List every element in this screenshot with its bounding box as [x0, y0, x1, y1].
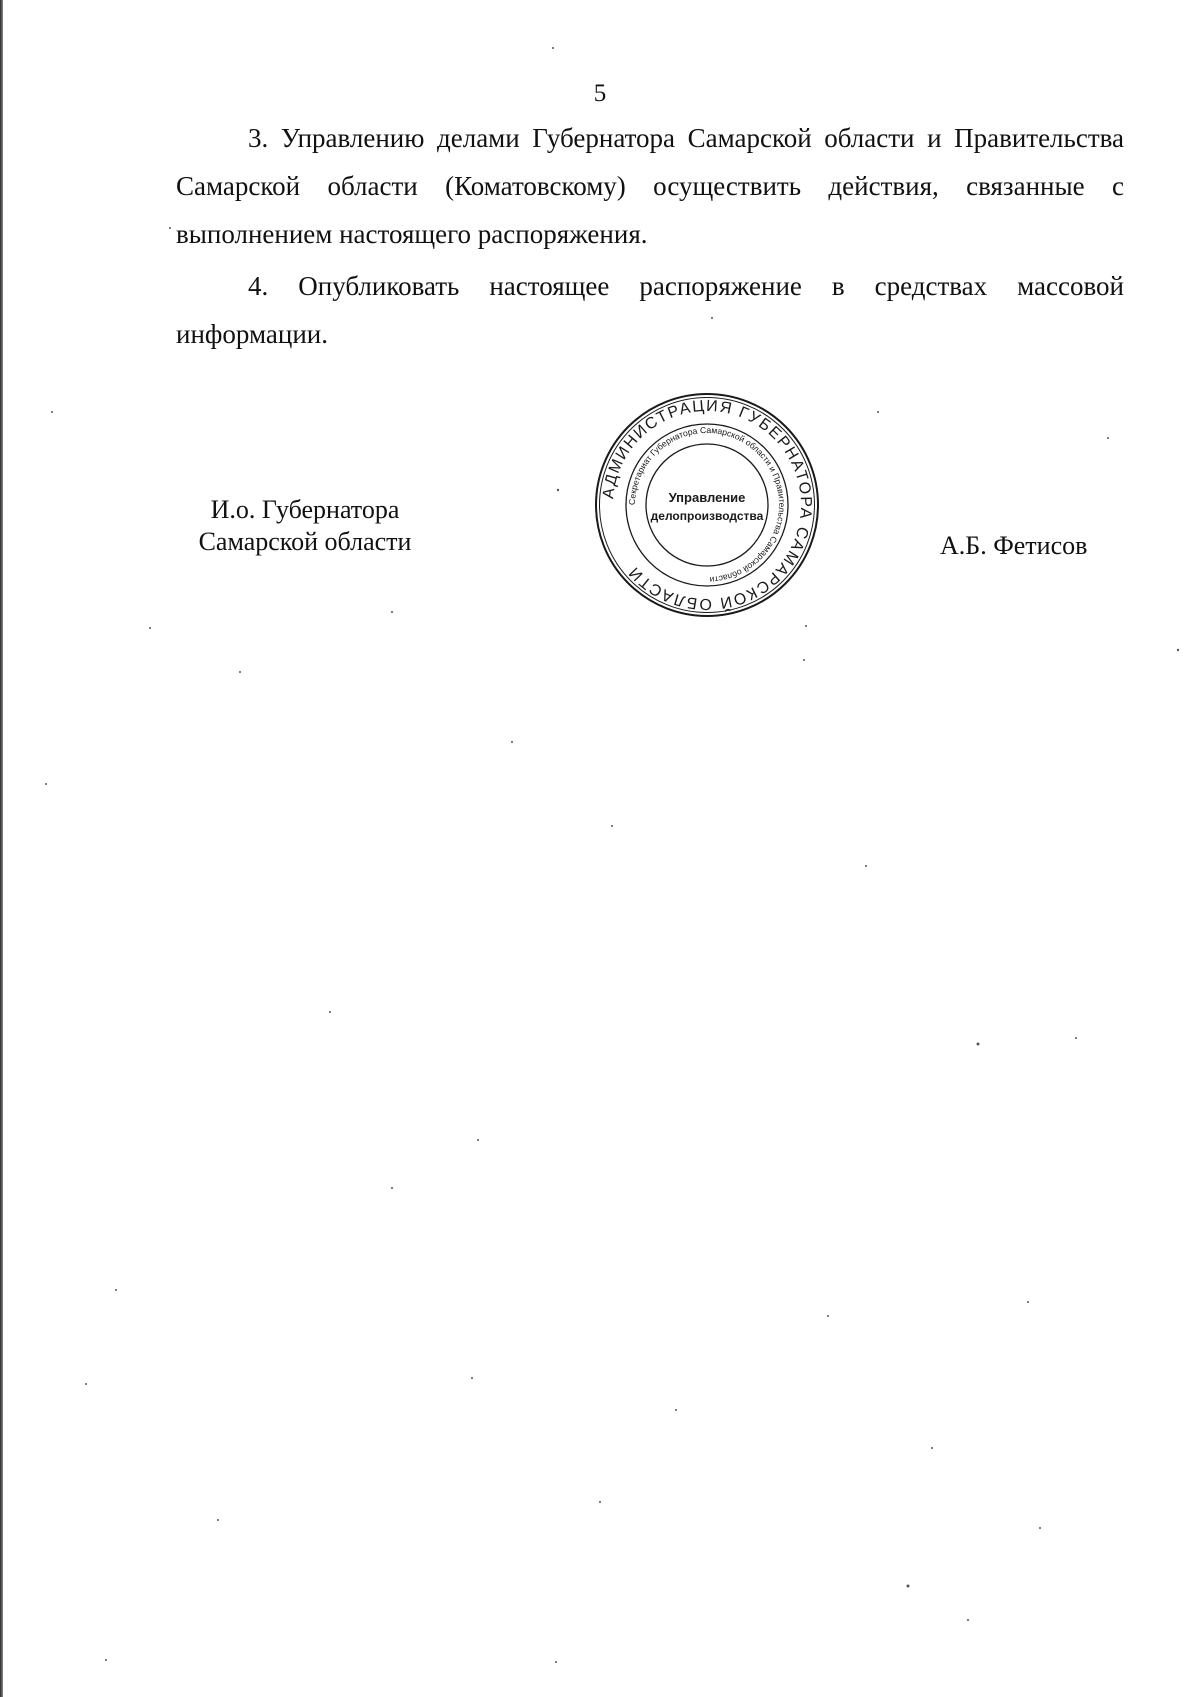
page-number: 5	[593, 80, 607, 107]
seal-outer-text: АДМИНИСТРАЦИЯ ГУБЕРНАТОРА САМАРСКОЙ ОБЛАСТИ	[600, 397, 815, 613]
signatory-position-line1: И.о. Губернатора	[210, 495, 400, 524]
scan-left-edge	[0, 0, 3, 1697]
official-seal	[594, 392, 820, 618]
signer-name: А.Б. Фетисов	[940, 531, 1088, 560]
seal-center-line2: делопроизводства	[650, 509, 764, 523]
paragraph-3: 3. Управлению делами Губернатора Самарской области и Правительства Самарской области (Коматовскому) осуществить действия, связанные с выполнением настоящего распоряжения.	[176, 123, 1124, 249]
seal-center-line1: Управление	[668, 490, 746, 505]
signatory-position-line2: Самарской области	[198, 527, 412, 556]
signatory-position	[170, 494, 440, 558]
seal-inner-text: Секретариат Губернатора Самарской области и Правительства Самарской области	[626, 424, 788, 585]
paragraph-4: 4. Опубликовать настоящее распоряжение в средствах массовой информации.	[176, 271, 1124, 349]
